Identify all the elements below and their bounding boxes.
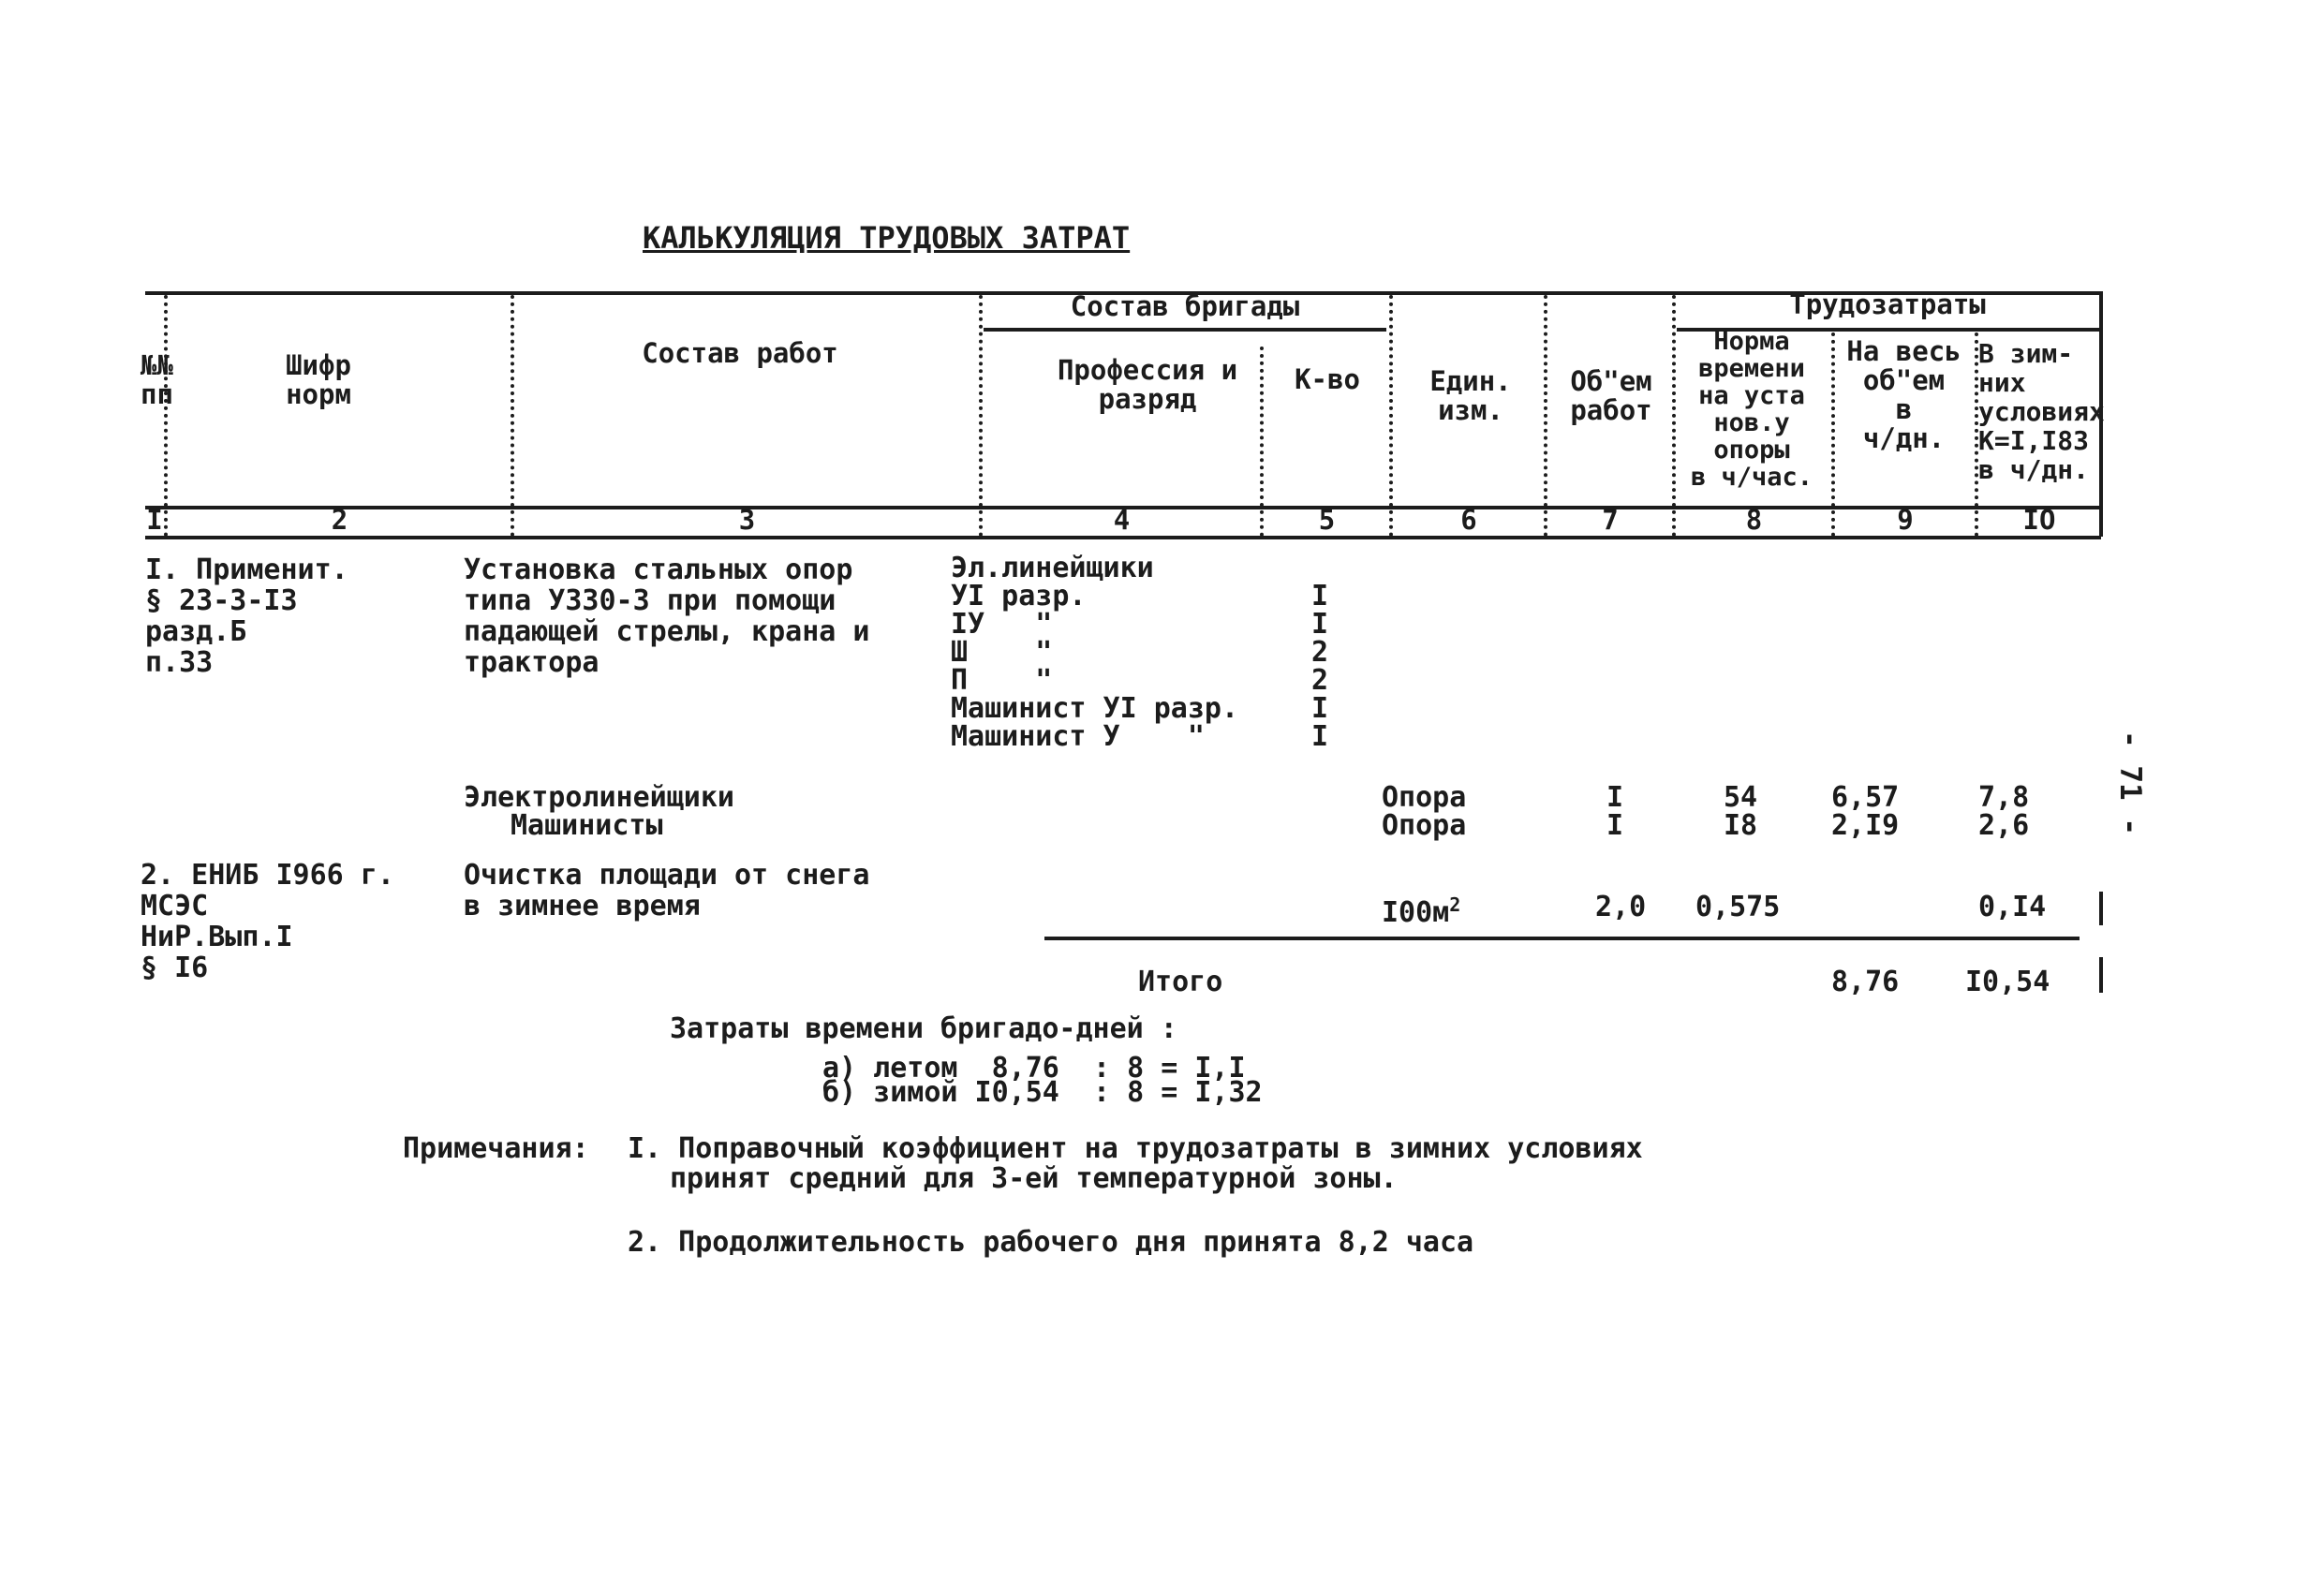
totals-label: Итого (1138, 966, 1223, 998)
numbers-bottom-rule (145, 536, 2101, 539)
row1-sub1-norm: 54 (1724, 781, 1758, 814)
row2-winter: 0,I4 (1978, 891, 2047, 923)
totals-rule (1044, 937, 2080, 940)
row1-sub2-volume: I (1606, 809, 1624, 842)
row2-unit: $I00м^2$ (1382, 893, 1461, 929)
col-sep-3 (979, 295, 983, 537)
header-work: Состав работ (642, 337, 838, 369)
col-sep-1 (164, 295, 168, 537)
brigade-days-summer: а) летом 8,76 : 8 = I,I (822, 1052, 1246, 1085)
row1-sub1-name: Электролинейщики (464, 781, 734, 814)
row1-sub2-norm: I8 (1724, 809, 1758, 842)
header-time-norm: Норма времени на уста нов.у опоры в ч/час. (1690, 327, 1813, 492)
header-winter: В зим- них условиях К=I,I83 в ч/дн. (1978, 338, 2105, 485)
row1-sub1-unit: Опора (1382, 781, 1467, 814)
colnum-1: I (146, 504, 163, 536)
row1-sub2-unit: Опора (1382, 809, 1467, 842)
col-sep-8 (1831, 332, 1835, 537)
note-1-line-1: I. Поправочный коэффициент на трудозатраты в зимних условиях (628, 1132, 1643, 1165)
col-sep-2 (511, 295, 514, 537)
header-volume: Об"ем работ (1570, 365, 1652, 426)
row2-right-mark (2099, 892, 2103, 925)
header-brigade: Состав бригады (1070, 290, 1300, 322)
row2-norm: 2. ЕНИБ I966 г. МСЭС НиР.Вып.I § I6 (141, 859, 394, 984)
brigade-days-winter: б) зимой I0,54 : 8 = I,32 (822, 1076, 1263, 1109)
note-1-line-2: принят средний для 3-ей температурной зоны. (670, 1162, 1398, 1195)
header-profession: Профессия и разряд (1057, 354, 1238, 415)
colnum-8: 8 (1745, 504, 1763, 536)
row2-volume: 2,0 (1595, 891, 1647, 923)
row1-sub1-volume: I (1606, 781, 1624, 814)
row1-sub2-name: Машинисты (511, 809, 663, 842)
note-2: 2. Продолжительность рабочего дня принята 8,2 часа (628, 1226, 1474, 1259)
notes-label: Примечания: (403, 1132, 589, 1165)
colnum-10: IO (2022, 504, 2056, 536)
colnum-4: 4 (1113, 504, 1131, 536)
colnum-2: 2 (331, 504, 348, 536)
header-total-volume: На весь об"ем в ч/дн. (1846, 335, 1961, 454)
header-num: №№ пп (141, 349, 173, 410)
header-count: К-во (1295, 363, 1360, 395)
row1-work: Установка стальных опор типа У330-3 при помощи падающей стрелы, крана и трактора (464, 553, 870, 679)
col-sep-5 (1389, 295, 1393, 537)
row1-sub1-total: 6,57 (1831, 781, 1900, 814)
header-unit: Един. изм. (1429, 365, 1512, 426)
colnum-9: 9 (1897, 504, 1914, 536)
row1-professions: Эл.линейщики УI разр. IУ " Ш " П " Машинист УI разр. Машинист У " (951, 552, 1239, 753)
document-title: КАЛЬКУЛЯЦИЯ ТРУДОВЫХ ЗАТРАТ (643, 220, 1131, 256)
row1-norm: I. Применит. § 23-3-I3 разд.Б п.33 (145, 553, 348, 679)
row1-counts: I I 2 2 I I (1311, 580, 1329, 753)
page-number: - 71 - (2113, 731, 2147, 835)
header-norm-code: Шифр норм (286, 349, 351, 410)
row1-sub2-total: 2,I9 (1831, 809, 1900, 842)
totals-total: 8,76 (1831, 966, 1900, 998)
col-sep-7 (1672, 295, 1676, 537)
row2-norm-value: 0,575 (1695, 891, 1781, 923)
totals-winter: I0,54 (1965, 966, 2050, 998)
row1-sub1-winter: 7,8 (1978, 781, 2030, 814)
colnum-6: 6 (1460, 504, 1477, 536)
row2-work: Очистка площади от снега в зимнее время (464, 859, 870, 922)
col-sep-6 (1544, 295, 1547, 537)
colnum-5: 5 (1318, 504, 1336, 536)
brigade-days-label: Затраты времени бригадо-дней : (670, 1012, 1177, 1045)
colnum-3: 3 (738, 504, 756, 536)
brigade-underline (984, 328, 1386, 332)
header-labor: Трудозатраты (1789, 288, 1986, 320)
totals-right-mark (2099, 957, 2103, 993)
colnum-7: 7 (1602, 504, 1619, 536)
row1-sub2-winter: 2,6 (1978, 809, 2030, 842)
